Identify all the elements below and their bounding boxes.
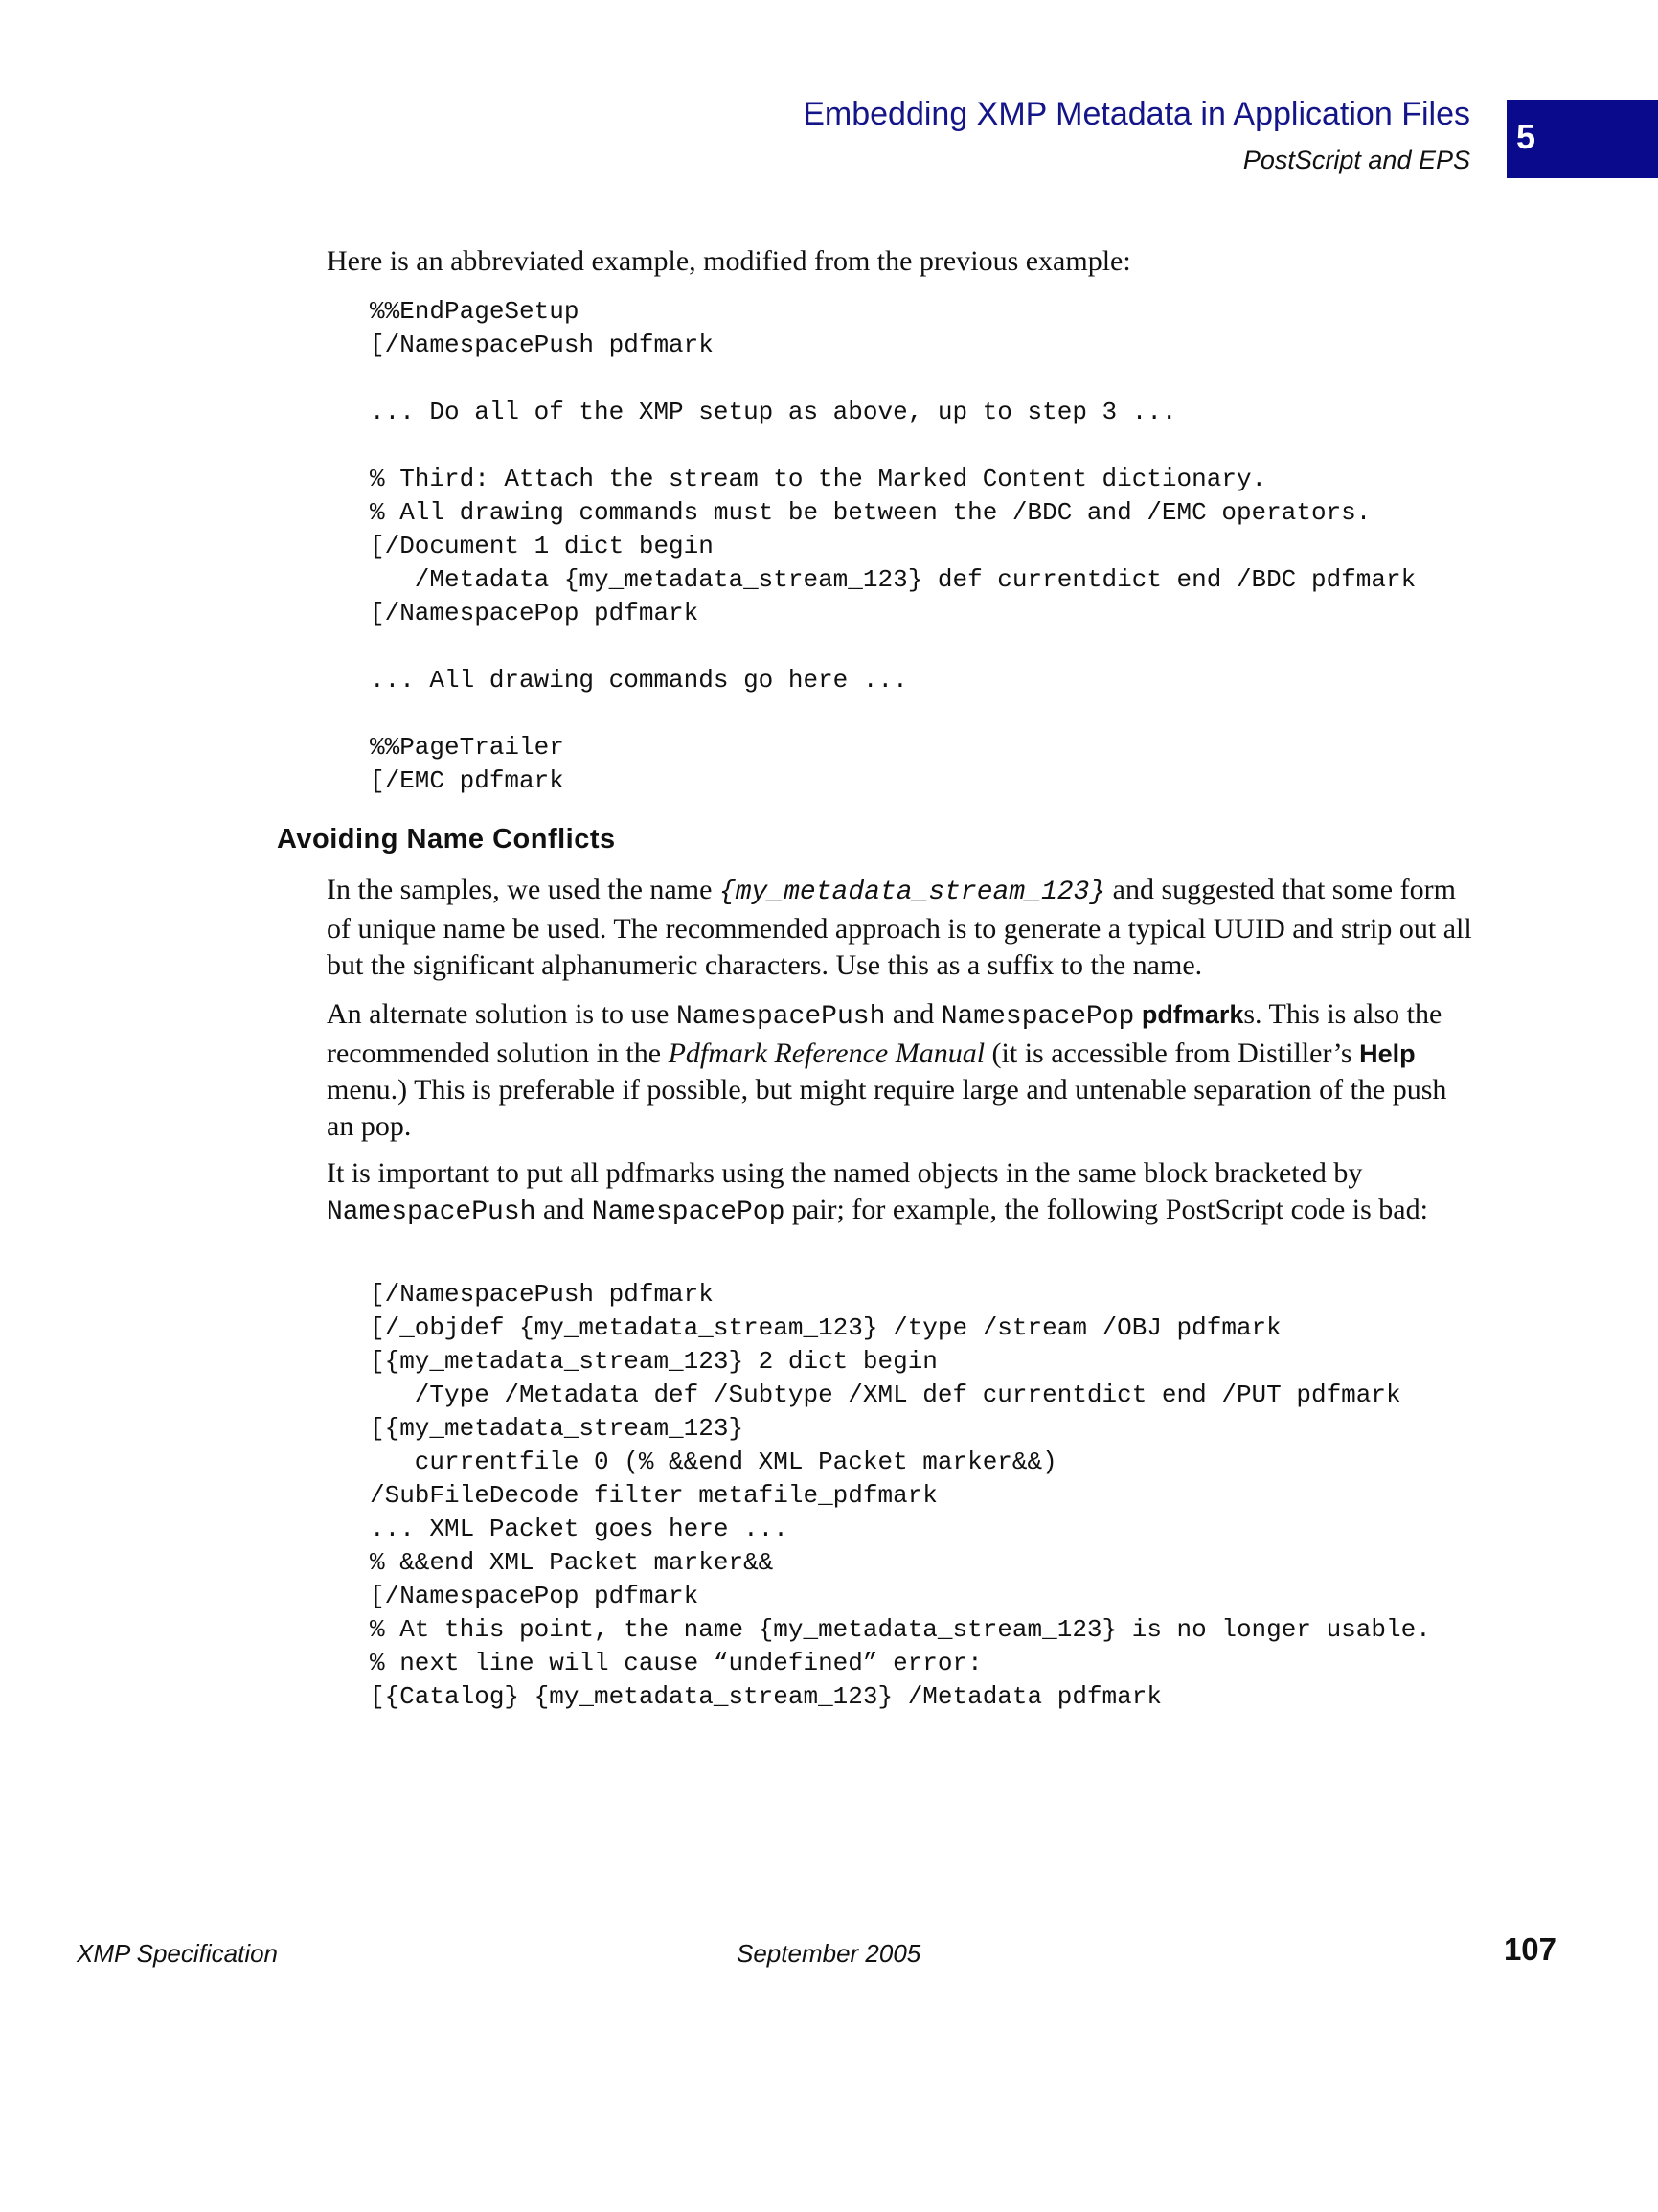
inline-code: NamespacePush xyxy=(675,1002,886,1032)
paragraph-text: and xyxy=(535,1194,592,1225)
running-header-title: Embedding XMP Metadata in Application Files xyxy=(803,96,1470,132)
paragraph-alternate-solution xyxy=(327,996,1481,1145)
paragraph-text: An alternate solution is to use xyxy=(327,998,676,1030)
code-block-abbreviated-example: %%EndPageSetup [/NamespacePush pdfmark ... Do all of the XMP setup as above, up to step 3 ... % Third: Attach the stream to the Marked Content dictionary. % All drawing commands must be between the /BDC and /EMC operators. [/Document 1 dict begin /Metadata {my_metadata_stream_123} def currentdict end /BDC pdfmark [/NamespacePop pdfmark ... All drawing commands go here ... %%PageTrailer [/EMC pdfmark xyxy=(370,297,1417,795)
paragraph-text: (it is accessible from Distiller’s xyxy=(985,1038,1360,1069)
paragraph-text: In the samples, we used the name xyxy=(327,874,719,905)
paragraph-text: It is important to put all pdfmarks using the named objects in the same block bracketed by xyxy=(327,1157,1363,1189)
footer-date: September 2005 xyxy=(737,1939,921,1968)
inline-code: NamespacePush xyxy=(327,1197,536,1227)
paragraph-name-conflicts xyxy=(327,872,1481,984)
paragraph-text: and suggested that some form of unique name be used. The recommended approach is to generate a typical UUID and strip out all but the significant alphanumeric characters. Use this as a suffix to the name. xyxy=(327,874,1472,981)
inline-code: NamespacePop xyxy=(591,1197,785,1227)
page-number: 107 xyxy=(1503,1931,1556,1967)
chapter-number: 5 xyxy=(1516,117,1536,156)
inline-code: NamespacePop xyxy=(941,1002,1135,1032)
menu-name-help: Help xyxy=(1359,1039,1416,1068)
section-heading: Avoiding Name Conflicts xyxy=(277,824,616,855)
paragraph-text: pair; for example, the following PostScript code is bad: xyxy=(784,1194,1428,1225)
running-header-subtitle: PostScript and EPS xyxy=(1242,146,1470,174)
paragraph-text: s. This is also the recommended solution in the xyxy=(327,998,1442,1069)
intro-paragraph: Here is an abbreviated example, modified from the previous example: xyxy=(327,245,1131,277)
keyword-pdfmark: pdfmark xyxy=(1141,1000,1244,1029)
paragraph-important-note xyxy=(327,1155,1481,1231)
manual-title: Pdfmark Reference Manual xyxy=(668,1038,986,1069)
footer-document-title: XMP Specification xyxy=(77,1939,279,1968)
chapter-number-tab xyxy=(1507,100,1658,178)
paragraph-text: and xyxy=(885,998,942,1030)
code-block-bad-example: [/NamespacePush pdfmark [/_objdef {my_metadata_stream_123} /type /stream /OBJ pdfmark [{my_metadata_stream_123} 2 dict begin /Type /Metadata def /Subtype /XML def currentdict end /PUT pdfmark [{my_metadata_stream_123} currentfile 0 (% &&end XML Packet marker&&) /SubFileDecode filter metafile_pdfmark ... XML Packet goes here ... % &&end XML Packet marker&& [/NamespacePop pdfmark % At this point, the name {my_metadata_stream_123} is no longer usable. % next line will cause “undefined” error: [{Catalog} {my_metadata_stream_123} /Metadata pdfmark xyxy=(370,1280,1431,1711)
paragraph-text: menu.) This is preferable if possible, but might require large and untenable separation of the push an pop. xyxy=(327,1074,1447,1142)
inline-code: {my_metadata_stream_123} xyxy=(718,878,1106,907)
